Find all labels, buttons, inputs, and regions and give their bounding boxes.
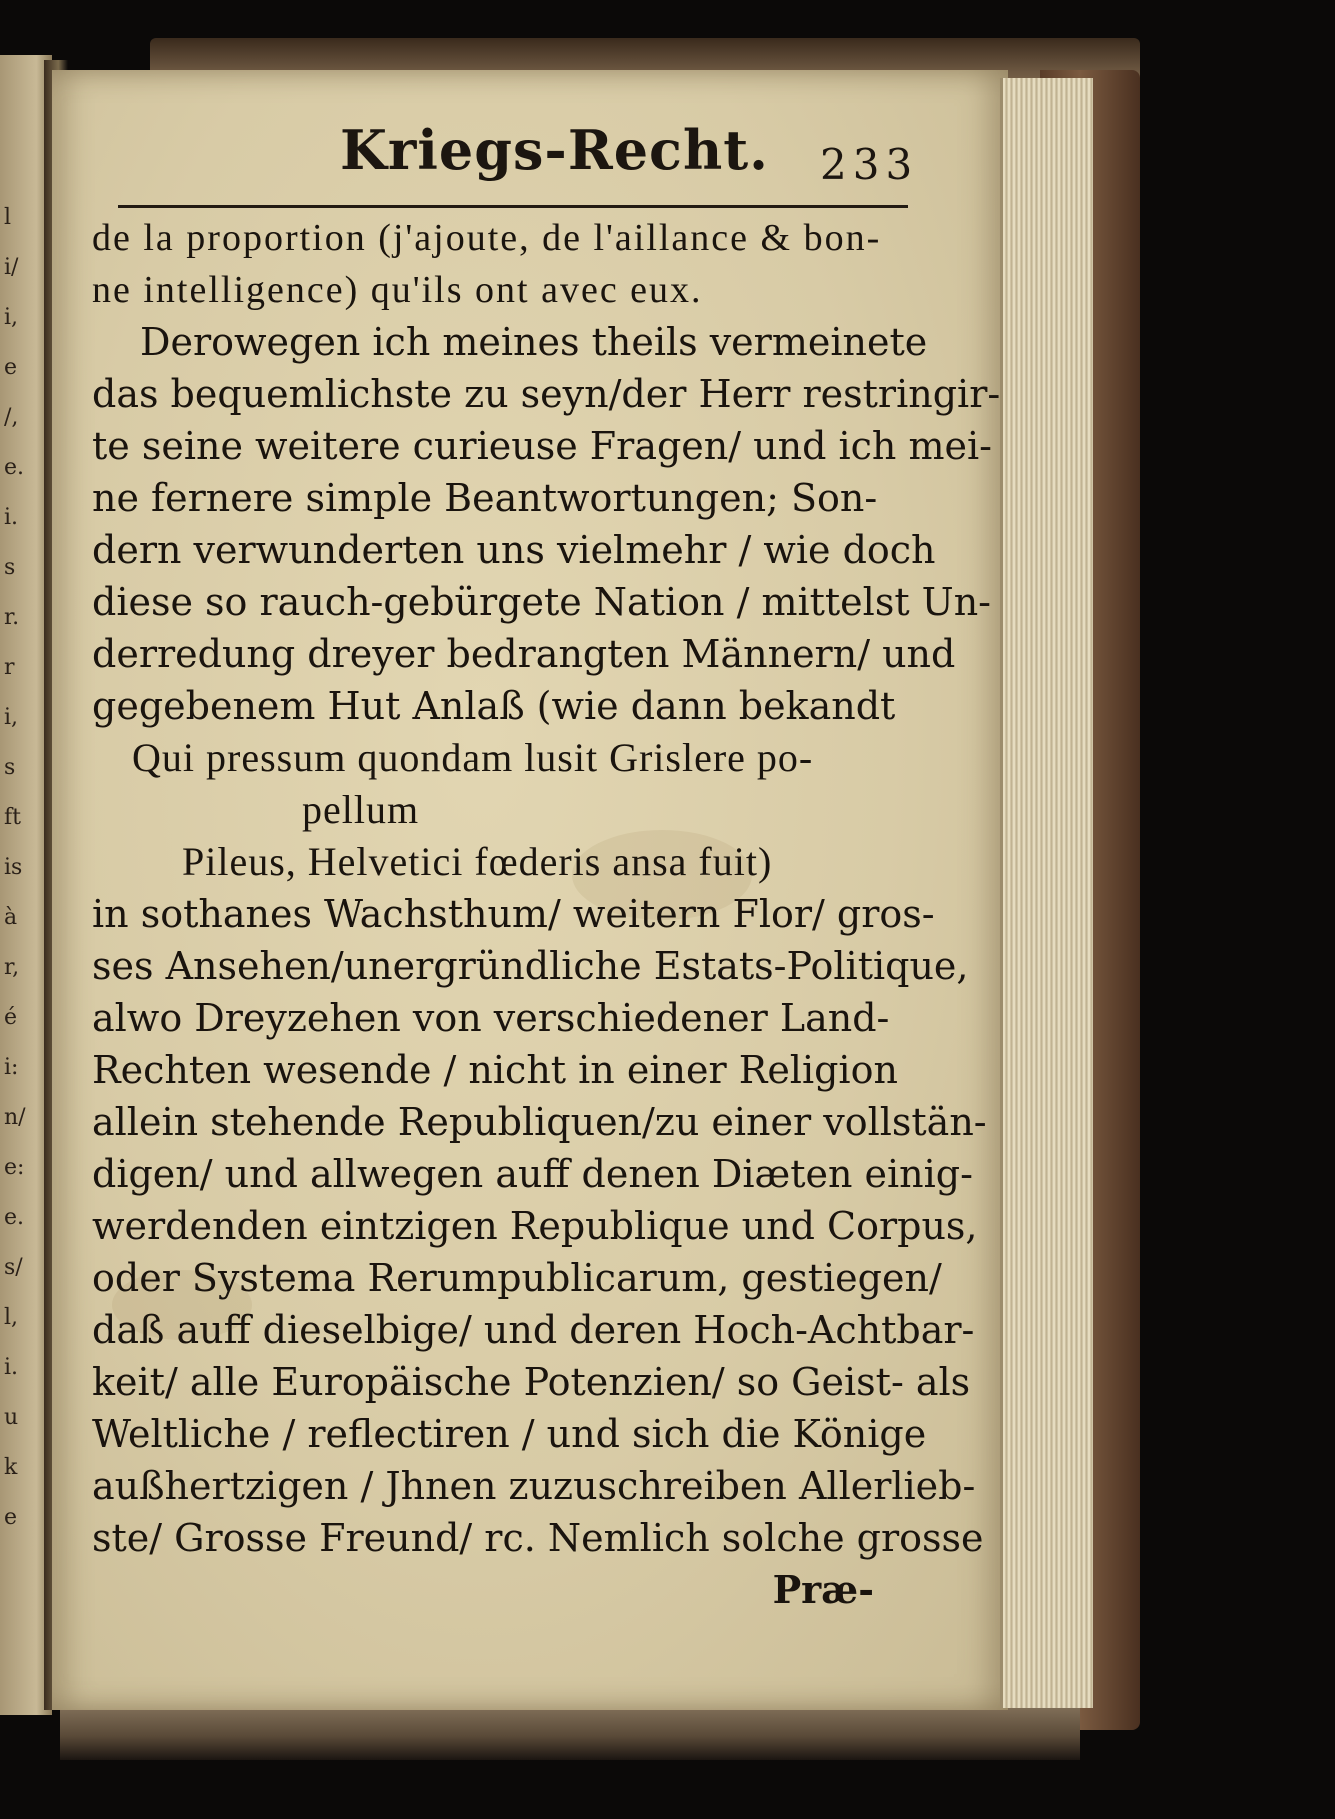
facing-page-letter: é xyxy=(4,1005,18,1030)
facing-page-letter: e: xyxy=(4,1155,25,1180)
text-line: in sothanes Wachsthum/ weitern Flor/ gros- xyxy=(92,892,935,936)
facing-page-letter: i. xyxy=(4,505,19,530)
facing-page-letter: l, xyxy=(4,1305,19,1330)
text-line: keit/ alle Europäische Potenzien/ so Geist- als xyxy=(92,1360,971,1404)
facing-page-letter: k xyxy=(4,1455,18,1480)
verse-line: pellum xyxy=(302,787,420,832)
body-text xyxy=(92,212,1001,1616)
facing-page-letter: i/ xyxy=(4,255,19,280)
text-line: digen/ und allwegen auff denen Diæten einig- xyxy=(92,1152,973,1196)
text-line: daß auff dieselbige/ und deren Hoch-Achtbar- xyxy=(92,1308,975,1352)
text-line: werdenden eintzigen Republique und Corpus, xyxy=(92,1204,978,1248)
text-line: Rechten wesende / nicht in einer Religion xyxy=(92,1048,898,1092)
catchword: Præ- xyxy=(772,1567,874,1612)
facing-page-letter: s/ xyxy=(4,1255,23,1280)
running-head: Kriegs-Recht. xyxy=(340,118,769,182)
text-line: de la proportion (j'ajoute, de l'aillance & bon- xyxy=(92,217,882,259)
facing-page-letter: s xyxy=(4,555,16,580)
facing-page-letter: r, xyxy=(4,955,20,980)
text-line: ne fernere simple Beantwortungen; Son- xyxy=(92,476,878,520)
facing-page-letter: s xyxy=(4,755,16,780)
facing-page-letter: e xyxy=(4,1505,18,1530)
text-line: allein stehende Republiquen/zu einer vollstän- xyxy=(92,1100,987,1144)
text-line: Weltliche / reflectiren / und sich die Könige xyxy=(92,1412,927,1456)
page-edges xyxy=(1000,78,1093,1708)
text-line: oder Systema Rerumpublicarum, gestiegen/ xyxy=(92,1256,942,1300)
facing-page-letter: e. xyxy=(4,455,25,480)
facing-page-letter: ft xyxy=(4,805,21,830)
text-line: ses Ansehen/unergründliche Estats-Politique, xyxy=(92,944,969,988)
text-line: das bequemlichste zu seyn/der Herr restringir- xyxy=(92,372,1001,416)
text-line: diese so rauch-gebürgete Nation / mittelst Un- xyxy=(92,580,992,624)
facing-page-letter: r xyxy=(4,655,15,680)
text-line: gegebenem Hut Anlaß (wie dann bekandt xyxy=(92,684,896,728)
page-number: 233 xyxy=(820,140,919,189)
text-line: derredung dreyer bedrangten Männern/ und xyxy=(92,632,956,676)
facing-page-letter: i, xyxy=(4,305,19,330)
text-line: ste/ Grosse Freund/ rc. Nemlich solche grosse xyxy=(92,1516,984,1560)
facing-page-letter: à xyxy=(4,905,18,930)
text-line: ne intelligence) qu'ils ont avec eux. xyxy=(92,269,703,311)
facing-page-letter: i. xyxy=(4,1355,19,1380)
verse-line: Qui pressum quondam lusit Grislere po- xyxy=(132,735,814,780)
text-line: Derowegen ich meines theils vermeinete xyxy=(140,320,928,364)
facing-page-letter: is xyxy=(4,855,23,880)
facing-page-letter: e. xyxy=(4,1205,25,1230)
text-line: te seine weitere curieuse Fragen/ und ich mei- xyxy=(92,424,992,468)
text-line: außhertzigen / Jhnen zuzuschreiben Allerlieb- xyxy=(92,1464,976,1508)
facing-page-letter: r. xyxy=(4,605,20,630)
facing-page-letter: l xyxy=(4,205,12,230)
facing-page-letter: u xyxy=(4,1405,19,1430)
facing-page-letter: /, xyxy=(4,405,19,430)
header-rule xyxy=(118,205,908,208)
verse-line: Pileus, Helvetici fœderis ansa fuit) xyxy=(182,839,773,884)
facing-page-letter: e xyxy=(4,355,18,380)
facing-page-letter: n/ xyxy=(4,1105,26,1130)
facing-page-letter: i, xyxy=(4,705,19,730)
text-line: dern verwunderten uns vielmehr / wie doch xyxy=(92,528,936,572)
text-line: alwo Dreyzehen von verschiedener Land- xyxy=(92,996,890,1040)
facing-page-letter: i: xyxy=(4,1055,19,1080)
